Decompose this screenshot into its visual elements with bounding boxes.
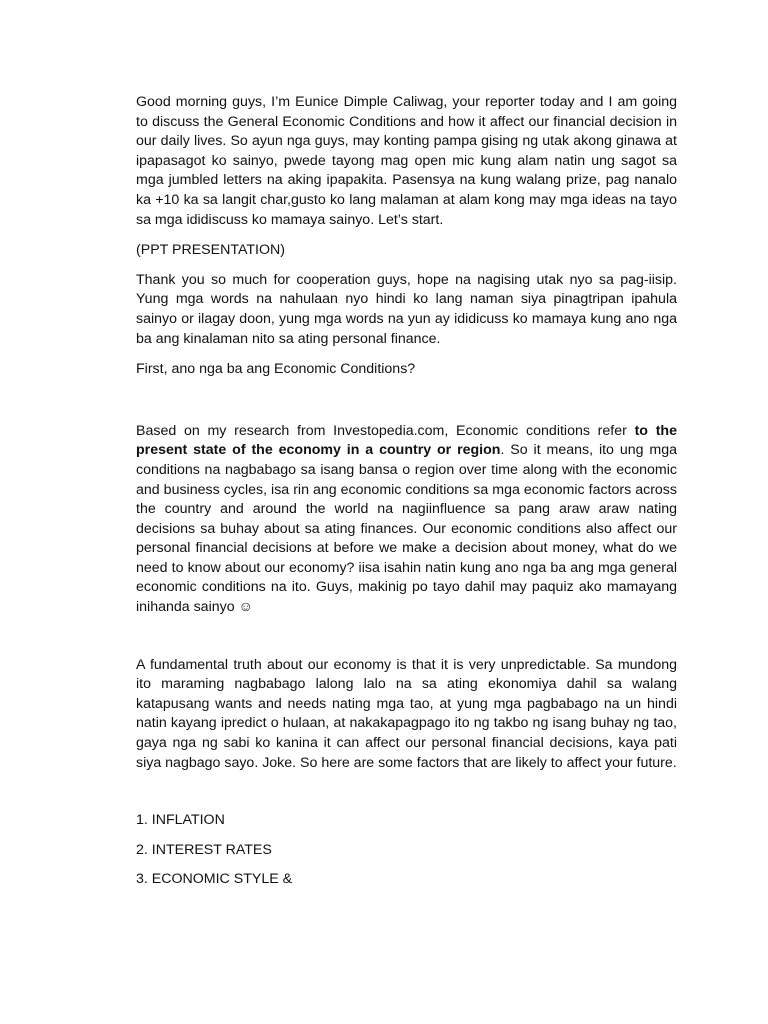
research-text-start: Based on my research from Investopedia.com, Economic conditions refer [136, 422, 635, 439]
truth-paragraph: A fundamental truth about our economy is that it is very unpredictable. Sa mundong ito maraming nagbabago lalong lalo na sa ating ekonomiya dahil sa walang katapusang wants and needs nating mga tao, at yung mga pagbabago na un hindi natin kayang ipredict o hulaan, at nakakapagpago ito ng takbo ng isang buhay ng tao, gaya nga ng sabi ko kanina it can affect our personal financial decisions, kaya pati siya nagbago sayo. Joke. So here are some factors that are likely to affect your future. [136, 656, 677, 771]
thanks-paragraph: Thank you so much for cooperation guys, hope na nagising utak nyo sa pag-iisip. Yung mga words na nahulaan nyo hindi ko lang naman siya pinagtripan ipahula sainyo or ilagay doon, yung mga words na yun ay ididicuss ko mamaya kung ano nga ba ang kinalaman nito sa ating personal finance. [136, 271, 677, 347]
intro-paragraph: Good morning guys, I’m Eunice Dimple Caliwag, your reporter today and I am going to discuss the General Economic Conditions and how it affect our financial decision in our daily lives. So ayun nga guys, may konting pampa gising ng utak akong ginawa at ipapasagot ko sainyo, pwede tayong mag open mic kung alam natin ung sagot sa mga jumbled letters na aking ipapakita. Pasensya na kung walang prize, pag nanalo ka +10 ka sa langit char,gusto ko lang malaman at alam kong may mga ideas na tayo sa mga ididiscuss ko mamaya sainyo. Let’s start. [136, 94, 677, 228]
factors-list [136, 811, 677, 890]
research-definition: to the present state of the economy in a country or region [136, 422, 677, 459]
list-item: 1. INFLATION [136, 812, 225, 829]
list-item: 2. INTEREST RATES [136, 841, 272, 858]
document-page [136, 93, 677, 890]
ppt-note: (PPT PRESENTATION) [136, 242, 285, 259]
list-item: 3. ECONOMIC STYLE & [136, 871, 293, 888]
question-line: First, ano nga ba ang Economic Conditions? [136, 361, 416, 378]
research-paragraph [136, 422, 677, 618]
research-text-rest: . So it means, ito ung mga conditions na nagbabago sa isang bansa o region over time along with the economic and business cycles, isa rin ang economic conditions sa mga economic factors across the country and around the world na nagiinfluence sa pang araw araw nating decisions sa buhay about sa ating finances. Our economic conditions also affect our personal financial decisions at before we make a decision about money, what do we need to know about our economy? iisa isahin natin kung ano nga ba ang mga general economic conditions na ito. Guys, makinig po tayo dahil may paquiz ako mamayang inihanda sainyo ☺ [136, 442, 677, 616]
